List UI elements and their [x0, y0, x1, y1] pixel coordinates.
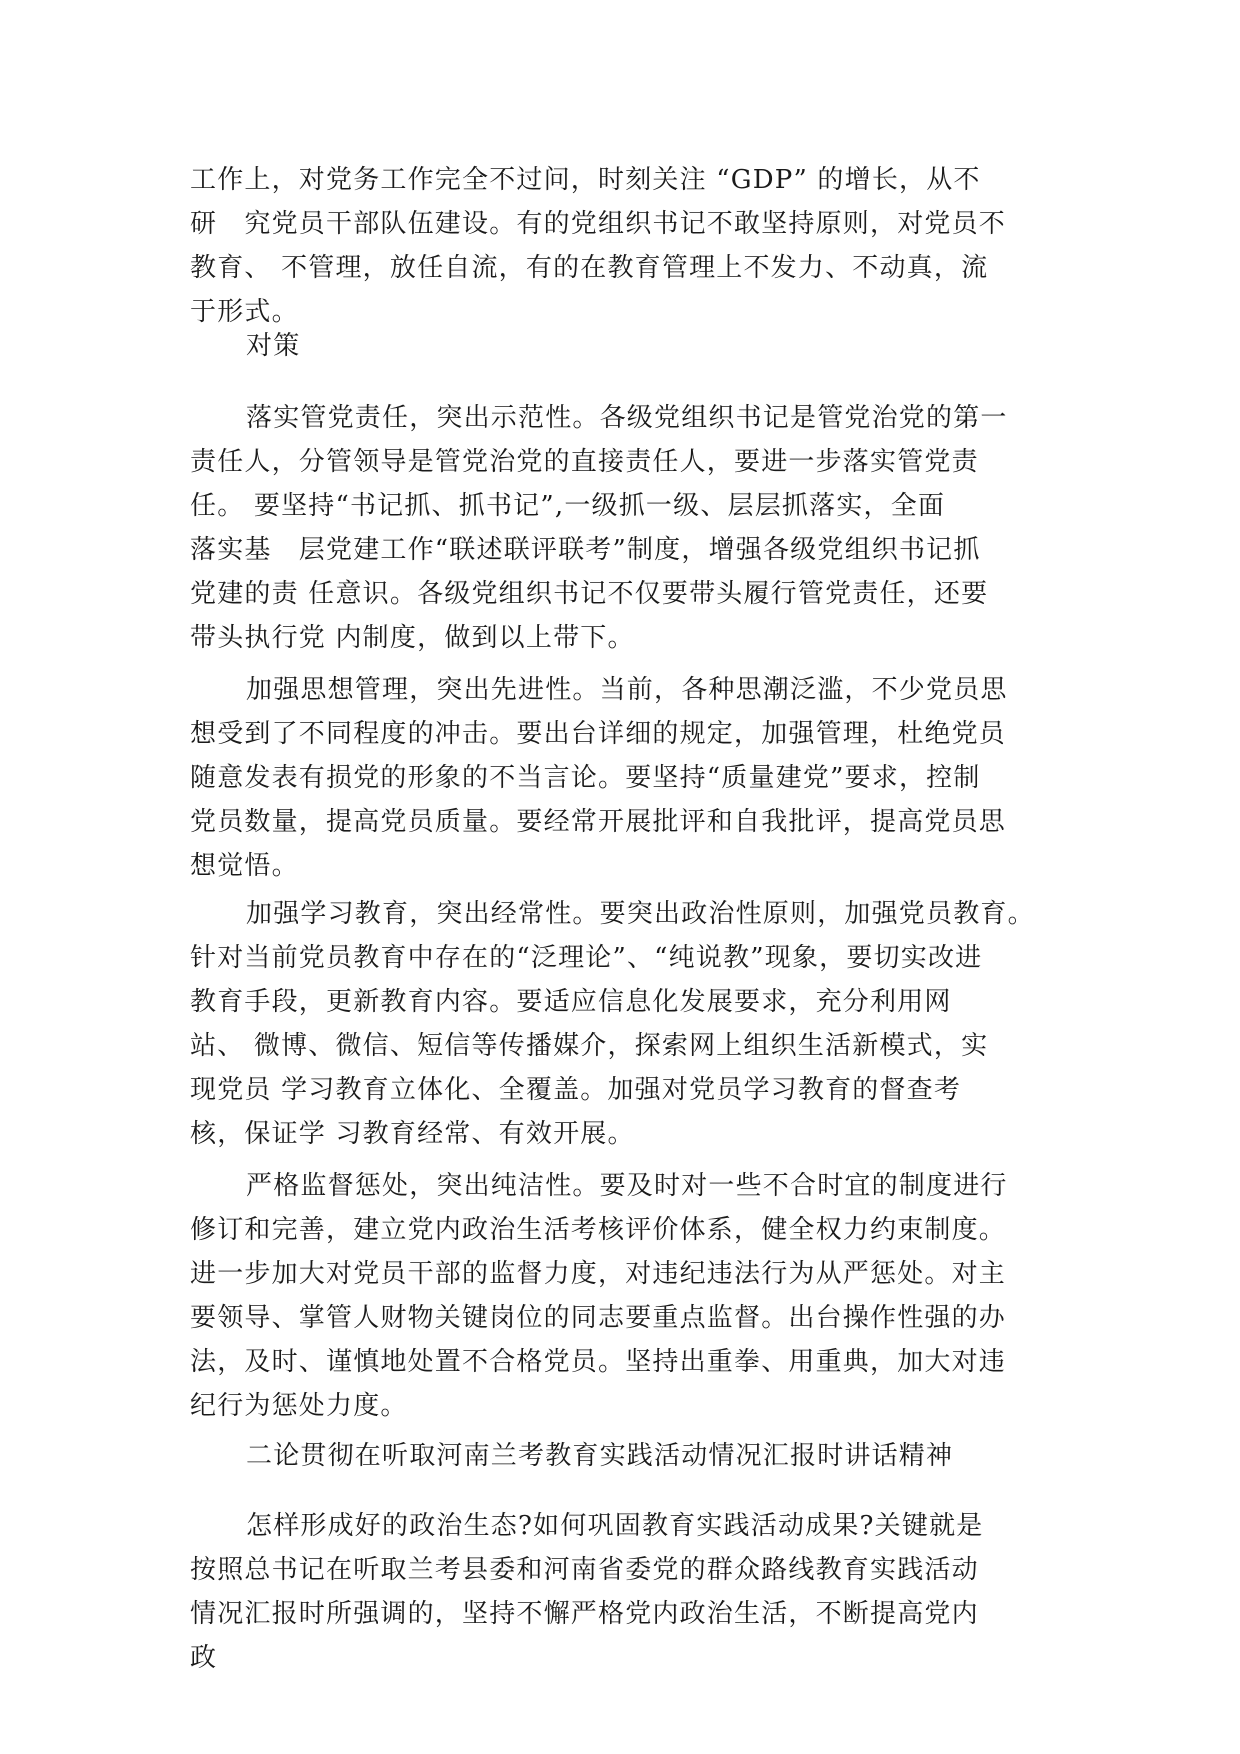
text-line: 随意发表有损党的形象的不当言论。要坚持“质量建党”要求，控制 — [190, 763, 981, 793]
text-line: 任。 要坚持“书记抓、抓书记”,一级抓一级、层层抓落实，全面 — [190, 491, 946, 521]
text-line: 落实基 层党建工作“联述联评联考”制度，增强各级党组织书记抓 — [190, 535, 981, 565]
text-line: 责任人，分管领导是管党治党的直接责任人，要进一步落实管党责 — [190, 447, 979, 477]
text-line: 于形式。 — [190, 297, 299, 327]
text-line: 修订和完善，建立党内政治生活考核评价体系，健全权力约束制度。 — [190, 1215, 1007, 1245]
article-title-text: 二论贯彻在听取河南兰考教育实践活动情况汇报时讲话精神 — [246, 1441, 954, 1471]
text-line: 进一步加大对党员干部的监督力度，对违纪违法行为从严惩处。对主 — [190, 1259, 1007, 1289]
text-line: 教育、 不管理，放任自流，有的在教育管理上不发力、不动真，流 — [190, 253, 989, 283]
paragraph-ecology — [190, 1504, 1065, 1680]
text-line: 想觉悟。 — [190, 851, 299, 881]
paragraph-supervision — [190, 1164, 1065, 1428]
text-line: 政 — [190, 1643, 218, 1673]
text-line: 教育手段，更新教育内容。要适应信息化发展要求，充分利用网 — [190, 987, 952, 1017]
text-line: 带头执行党 内制度，做到以上带下。 — [190, 623, 635, 653]
text-line: 法，及时、谨慎地处置不合格党员。坚持出重拳、用重典，加大对违 — [190, 1347, 1007, 1377]
paragraph-thought — [190, 668, 1065, 888]
text-line: 党员数量，提高党员质量。要经常开展批评和自我批评，提高党员思 — [190, 807, 1007, 837]
text-line: 现党员 学习教育立体化、全覆盖。加强对党员学习教育的督查考 — [190, 1075, 962, 1105]
text-line: 纪行为惩处力度。 — [190, 1391, 408, 1421]
text-line: 工作上，对党务工作完全不过问，时刻关注 “GDP” 的增长，从不 — [190, 165, 981, 195]
paragraph-intro — [190, 158, 1065, 334]
text-line: 按照总书记在听取兰考县委和河南省委党的群众路线教育实践活动 — [190, 1555, 979, 1585]
paragraph-responsibility — [190, 396, 1065, 660]
text-line: 党建的责 任意识。各级党组织书记不仅要带头履行管党责任，还要 — [190, 579, 989, 609]
text-line: 针对当前党员教育中存在的“泛理论”、“纯说教”现象，要切实改进 — [190, 943, 983, 973]
text-line: 情况汇报时所强调的，坚持不懈严格党内政治生活，不断提高党内 — [190, 1599, 979, 1629]
text-line: 要领导、掌管人财物关键岗位的同志要重点监督。出台操作性强的办 — [190, 1303, 1007, 1333]
paragraph-education — [190, 892, 1065, 1156]
text-line: 加强学习教育，突出经常性。要突出政治性原则，加强党员教育。 — [246, 899, 1035, 929]
section-heading: 对策 — [246, 331, 301, 361]
text-line: 研 究党员干部队伍建设。有的党组织书记不敢坚持原则，对党员不 — [190, 209, 1007, 239]
article-title — [190, 1434, 1065, 1478]
text-line: 加强思想管理，突出先进性。当前，各种思潮泛滥，不少党员思 — [246, 675, 1008, 705]
text-line: 落实管党责任，突出示范性。各级党组织书记是管党治党的第一 — [246, 403, 1008, 433]
text-line: 想受到了不同程度的冲击。要出台详细的规定，加强管理，杜绝党员 — [190, 719, 1007, 749]
text-line: 严格监督惩处，突出纯洁性。要及时对一些不合时宜的制度进行 — [246, 1171, 1008, 1201]
text-line: 怎样形成好的政治生态?如何巩固教育实践活动成果?关键就是 — [246, 1511, 984, 1541]
text-line: 核，保证学 习教育经常、有效开展。 — [190, 1119, 635, 1149]
section-heading-countermeasures — [190, 324, 1065, 368]
text-line: 站、 微博、微信、短信等传播媒介，探索网上组织生活新模式，实 — [190, 1031, 989, 1061]
